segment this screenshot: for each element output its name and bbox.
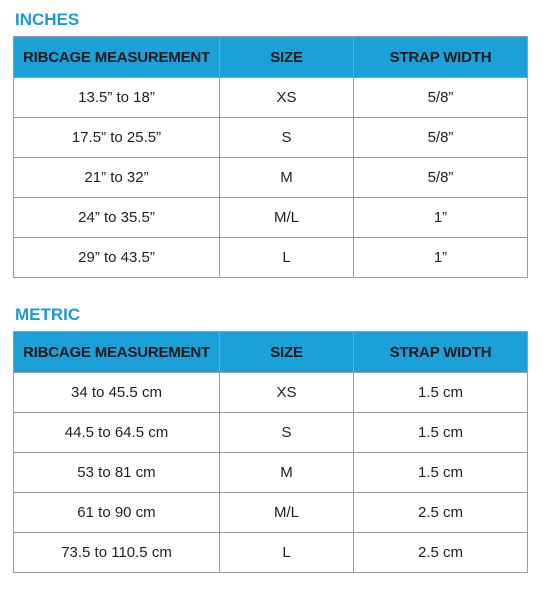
inches-section-title: INCHES xyxy=(15,10,80,29)
ribcage-cell: 24” to 35.5” xyxy=(14,198,220,238)
size-cell: S xyxy=(220,118,354,158)
column-header-size: SIZE xyxy=(220,332,354,373)
size-cell: XS xyxy=(220,78,354,118)
strap-width-cell: 1.5 cm xyxy=(354,373,528,413)
table-row xyxy=(14,158,528,198)
table-header-row xyxy=(14,332,528,373)
metric-size-table xyxy=(13,331,528,573)
column-header-size: SIZE xyxy=(220,37,354,78)
size-cell: XS xyxy=(220,373,354,413)
strap-width-cell: 1.5 cm xyxy=(354,413,528,453)
strap-width-cell: 5/8” xyxy=(354,158,528,198)
strap-width-cell: 1” xyxy=(354,198,528,238)
strap-width-cell: 2.5 cm xyxy=(354,493,528,533)
table-row xyxy=(14,493,528,533)
column-header-strap-width: STRAP WIDTH xyxy=(354,37,528,78)
table-row xyxy=(14,198,528,238)
ribcage-cell: 34 to 45.5 cm xyxy=(14,373,220,413)
size-cell: M/L xyxy=(220,493,354,533)
strap-width-cell: 2.5 cm xyxy=(354,533,528,573)
ribcage-cell: 21” to 32” xyxy=(14,158,220,198)
inches-size-table xyxy=(13,36,528,278)
table-row xyxy=(14,373,528,413)
strap-width-cell: 5/8” xyxy=(354,78,528,118)
table-header-row xyxy=(14,37,528,78)
strap-width-cell: 5/8” xyxy=(354,118,528,158)
ribcage-cell: 13.5” to 18” xyxy=(14,78,220,118)
ribcage-cell: 29” to 43.5” xyxy=(14,238,220,278)
table-row xyxy=(14,238,528,278)
size-cell: L xyxy=(220,238,354,278)
strap-width-cell: 1” xyxy=(354,238,528,278)
size-cell: M xyxy=(220,453,354,493)
table-row xyxy=(14,533,528,573)
ribcage-cell: 73.5 to 110.5 cm xyxy=(14,533,220,573)
ribcage-cell: 53 to 81 cm xyxy=(14,453,220,493)
table-row xyxy=(14,78,528,118)
size-cell: M/L xyxy=(220,198,354,238)
metric-section-title: METRIC xyxy=(15,305,81,324)
size-cell: L xyxy=(220,533,354,573)
column-header-ribcage: RIBCAGE MEASUREMENT xyxy=(14,37,220,78)
ribcage-cell: 61 to 90 cm xyxy=(14,493,220,533)
size-cell: M xyxy=(220,158,354,198)
table-row xyxy=(14,453,528,493)
ribcage-cell: 44.5 to 64.5 cm xyxy=(14,413,220,453)
column-header-strap-width: STRAP WIDTH xyxy=(354,332,528,373)
ribcage-cell: 17.5” to 25.5” xyxy=(14,118,220,158)
size-cell: S xyxy=(220,413,354,453)
strap-width-cell: 1.5 cm xyxy=(354,453,528,493)
table-row xyxy=(14,413,528,453)
column-header-ribcage: RIBCAGE MEASUREMENT xyxy=(14,332,220,373)
table-row xyxy=(14,118,528,158)
